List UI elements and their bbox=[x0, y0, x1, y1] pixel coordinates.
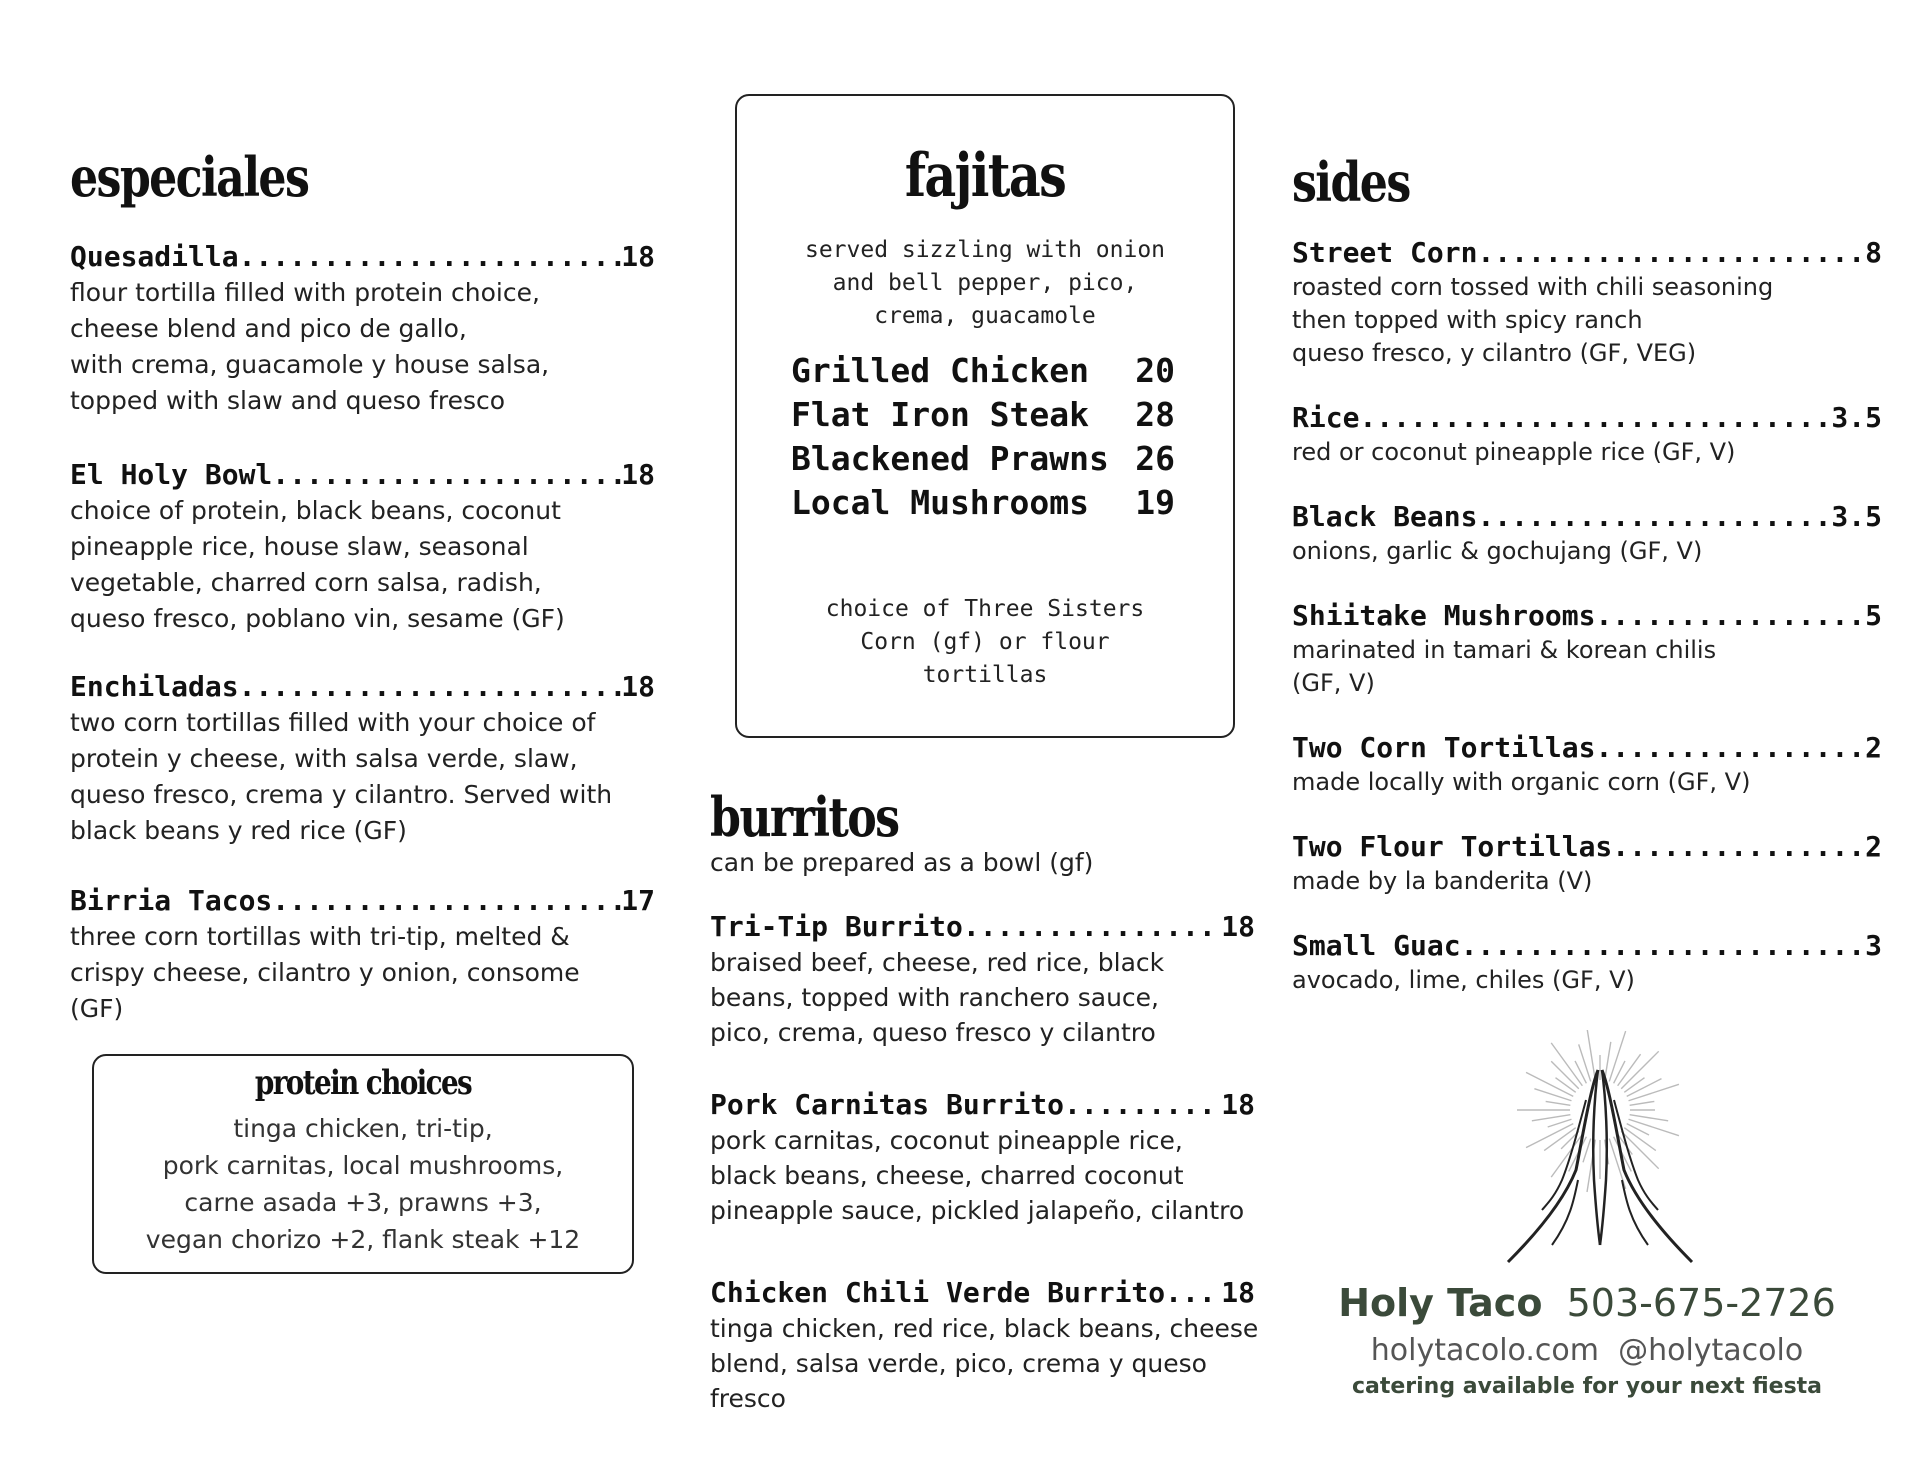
menu-item bbox=[710, 1088, 1255, 1276]
sunburst-ray bbox=[1630, 1101, 1655, 1105]
item-name: Pork Carnitas Burrito bbox=[710, 1088, 1065, 1121]
menu-item-header bbox=[1292, 401, 1882, 434]
protein-choices-list bbox=[94, 1110, 632, 1258]
item-price: 18 bbox=[1221, 1276, 1255, 1309]
menu-item bbox=[1292, 830, 1882, 929]
item-price: 18 bbox=[621, 240, 655, 273]
item-name: Tri-Tip Burrito bbox=[710, 910, 963, 943]
footer-tagline: catering available for your next fiesta bbox=[1351, 1374, 1823, 1399]
footer-web-line bbox=[1292, 1328, 1882, 1374]
item-description: marinated in tamari & korean chilis (GF, V) bbox=[1292, 636, 1717, 697]
burritos-list bbox=[710, 910, 1259, 1416]
item-price: 17 bbox=[621, 884, 655, 917]
item-description: made by la banderita (V) bbox=[1292, 867, 1593, 895]
brand-name: Holy Taco bbox=[1338, 1281, 1543, 1325]
item-name: Grilled Chicken bbox=[791, 351, 1090, 390]
menu-item-header bbox=[1292, 929, 1882, 962]
item-price: 18 bbox=[1221, 910, 1255, 943]
menu-item bbox=[1292, 599, 1882, 731]
menu-item bbox=[70, 884, 655, 1027]
item-price: 5 bbox=[1865, 599, 1882, 632]
protein-choices-box bbox=[92, 1054, 634, 1274]
item-description: roasted corn tossed with chili seasoning then topped with spicy ranch queso fresco, y cilantro (GF, VEG) bbox=[1292, 273, 1774, 367]
menu-item-header bbox=[710, 1088, 1255, 1121]
menu-item bbox=[710, 1276, 1259, 1416]
item-price: 3.5 bbox=[1831, 401, 1882, 434]
menu-item bbox=[70, 670, 655, 884]
footer bbox=[1292, 1280, 1882, 1399]
menu-item-header bbox=[70, 670, 655, 703]
item-price: 26 bbox=[1135, 439, 1175, 478]
sunburst-ray bbox=[1551, 1043, 1582, 1086]
item-name: Two Flour Tortillas bbox=[1292, 830, 1613, 863]
especiales-title: especiales bbox=[70, 145, 309, 209]
item-name: Shiitake Mushrooms bbox=[1292, 599, 1596, 632]
menu-item-header bbox=[1292, 731, 1882, 764]
item-name: Enchiladas bbox=[70, 670, 239, 703]
item-name: Flat Iron Steak bbox=[791, 395, 1090, 434]
item-name: Two Corn Tortillas bbox=[1292, 731, 1596, 764]
item-price: 2 bbox=[1865, 731, 1882, 764]
menu-item bbox=[1292, 731, 1882, 830]
protein-line: pork carnitas, local mushrooms, bbox=[162, 1151, 564, 1180]
fajita-item bbox=[791, 481, 1175, 525]
fajitas-intro bbox=[737, 234, 1233, 333]
especiales-list bbox=[70, 240, 655, 1027]
praying-hands-icon bbox=[1490, 1030, 1710, 1270]
menu-item-header bbox=[1292, 236, 1882, 269]
item-price: 20 bbox=[1135, 351, 1175, 390]
item-name: Local Mushrooms bbox=[791, 483, 1090, 522]
sunburst-ray bbox=[1546, 1101, 1571, 1105]
menu-item bbox=[1292, 929, 1882, 997]
sunburst-ray bbox=[1629, 1084, 1679, 1100]
menu-item-header bbox=[1292, 599, 1882, 632]
item-name: El Holy Bowl bbox=[70, 458, 273, 491]
sides-list bbox=[1292, 236, 1882, 997]
fajitas-intro-line: served sizzling with onion bbox=[804, 237, 1166, 263]
fajitas-note-line: tortillas bbox=[922, 662, 1048, 688]
item-description: braised beef, cheese, red rice, black beans, topped with ranchero sauce, pico, crema, queso fresco y cilantro bbox=[710, 948, 1165, 1047]
menu-item bbox=[1292, 500, 1882, 599]
fajitas-list bbox=[791, 349, 1175, 525]
sunburst-ray bbox=[1624, 1078, 1644, 1093]
menu-item-header bbox=[70, 884, 655, 917]
item-description: three corn tortillas with tri-tip, melted & crispy cheese, cilantro y onion, consome (GF) bbox=[70, 922, 580, 1023]
item-description: choice of protein, black beans, coconut pineapple rice, house slaw, seasonal vegetable, charred corn salsa, radish, queso fresco, poblano vin, sesame (GF) bbox=[70, 496, 565, 633]
protein-line: tinga chicken, tri-tip, bbox=[233, 1114, 493, 1143]
footer-contact-line bbox=[1292, 1280, 1882, 1326]
item-name: Black Beans bbox=[1292, 500, 1478, 533]
item-price: 3 bbox=[1865, 929, 1882, 962]
fajita-item bbox=[791, 349, 1175, 393]
item-price: 28 bbox=[1135, 395, 1175, 434]
item-name: Chicken Chili Verde Burrito bbox=[710, 1276, 1166, 1309]
protein-line: vegan chorizo +2, flank steak +12 bbox=[145, 1225, 581, 1254]
menu-item-header bbox=[1292, 500, 1882, 533]
protein-choices-title: protein choices bbox=[254, 1063, 472, 1103]
sides-title: sides bbox=[1292, 150, 1410, 214]
menu-item bbox=[70, 240, 655, 458]
menu-item-header bbox=[710, 910, 1255, 943]
menu-item bbox=[1292, 401, 1882, 500]
sunburst-ray bbox=[1534, 1089, 1571, 1101]
item-name: Blackened Prawns bbox=[791, 439, 1109, 478]
item-description: two corn tortillas filled with your choice of protein y cheese, with salsa verde, slaw, queso fresco, crema y cilantro. Served with black beans y red rice (GF) bbox=[70, 708, 613, 845]
item-description: onions, garlic & gochujang (GF, V) bbox=[1292, 537, 1703, 565]
sunburst-ray bbox=[1605, 1042, 1611, 1081]
item-description: flour tortilla filled with protein choice, cheese blend and pico de gallo, with crema, guacamole y house salsa, topped with slaw and queso fresco bbox=[70, 278, 550, 415]
item-price: 8 bbox=[1865, 236, 1882, 269]
item-name: Birria Tacos bbox=[70, 884, 273, 917]
item-price: 19 bbox=[1135, 483, 1175, 522]
fajitas-box bbox=[735, 94, 1235, 738]
website-link[interactable]: holytacolo.com bbox=[1370, 1333, 1599, 1368]
item-description: avocado, lime, chiles (GF, V) bbox=[1292, 966, 1635, 994]
sunburst-ray bbox=[1629, 1119, 1679, 1135]
fajitas-note-line: choice of Three Sisters bbox=[825, 596, 1145, 622]
fajitas-note-line: Corn (gf) or flour bbox=[860, 629, 1110, 655]
fajita-item bbox=[791, 437, 1175, 481]
fajitas-intro-line: and bell pepper, pico, bbox=[832, 270, 1138, 296]
burritos-title: burritos bbox=[710, 785, 899, 849]
menu-item bbox=[1292, 236, 1882, 401]
social-handle[interactable]: @holytacolo bbox=[1618, 1333, 1804, 1368]
sunburst-ray bbox=[1532, 1115, 1571, 1121]
menu-item bbox=[70, 458, 655, 670]
sunburst-ray bbox=[1556, 1078, 1576, 1093]
item-description: red or coconut pineapple rice (GF, V) bbox=[1292, 438, 1736, 466]
fajitas-intro-line: crema, guacamole bbox=[874, 303, 1096, 329]
fajitas-note bbox=[737, 593, 1233, 692]
sunburst-ray bbox=[1609, 1031, 1625, 1081]
item-description: pork carnitas, coconut pineapple rice, black beans, cheese, charred coconut pineapple sauce, pickled jalapeño, cilantro bbox=[710, 1126, 1245, 1225]
item-price: 18 bbox=[1221, 1088, 1255, 1121]
menu-item-header bbox=[710, 1276, 1255, 1309]
menu-item-header bbox=[1292, 830, 1882, 863]
item-name: Small Guac bbox=[1292, 929, 1461, 962]
item-price: 18 bbox=[621, 458, 655, 491]
item-name: Quesadilla bbox=[70, 240, 239, 273]
item-price: 2 bbox=[1865, 830, 1882, 863]
fajita-item bbox=[791, 393, 1175, 437]
protein-line: carne asada +3, prawns +3, bbox=[184, 1188, 542, 1217]
item-price: 18 bbox=[621, 670, 655, 703]
burritos-subtitle: can be prepared as a bowl (gf) bbox=[710, 848, 1094, 877]
phone-number[interactable]: 503-675-2726 bbox=[1566, 1281, 1836, 1325]
fajitas-title: fajitas bbox=[904, 141, 1066, 211]
menu-item bbox=[710, 910, 1255, 1088]
sunburst-ray bbox=[1630, 1115, 1669, 1121]
item-description: made locally with organic corn (GF, V) bbox=[1292, 768, 1751, 796]
item-price: 3.5 bbox=[1831, 500, 1882, 533]
item-name: Rice bbox=[1292, 401, 1360, 434]
item-name: Street Corn bbox=[1292, 236, 1478, 269]
menu-item-header bbox=[70, 240, 655, 273]
menu-item-header bbox=[70, 458, 655, 491]
sunburst-ray bbox=[1579, 1044, 1591, 1081]
item-description: tinga chicken, red rice, black beans, cheese blend, salsa verde, pico, crema y queso fresco bbox=[710, 1314, 1259, 1413]
